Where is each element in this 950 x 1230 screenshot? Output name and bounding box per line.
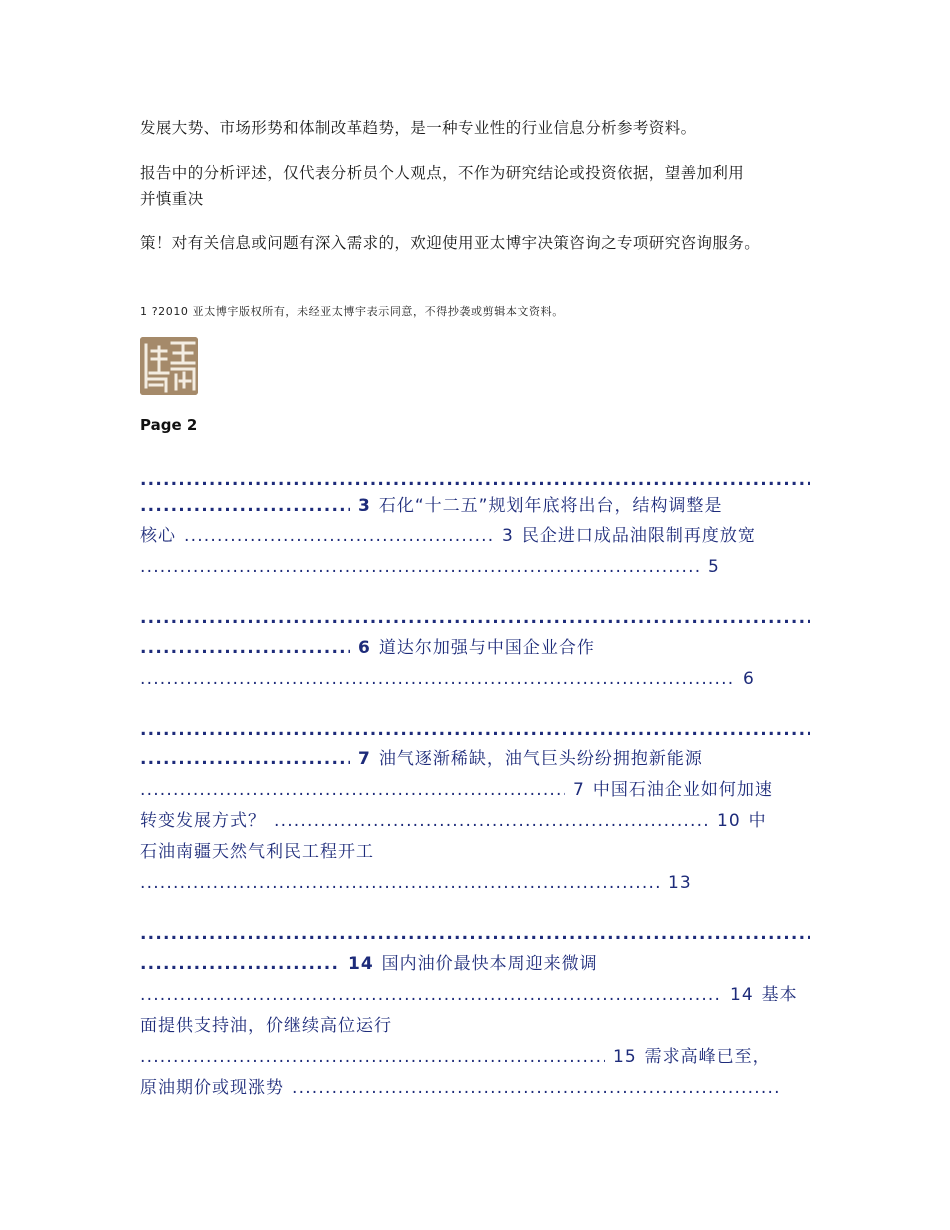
toc-entry-title: 基本 (761, 985, 798, 1005)
toc-entry-title-cont: 原油期价或现涨势 (140, 1078, 284, 1098)
toc-entry-title: 石化“十二五”规划年底将出台，结构调整是 (378, 496, 723, 516)
copyright-note: 1 ?2010 亚太博宇版权所有，未经亚太博宇表示同意，不得抄袭或剪辑本文资料。 (140, 305, 564, 318)
toc-page-number: 7 (358, 749, 371, 769)
intro-line-2a: 报告中的分析评述，仅代表分析员个人观点，不作为研究结论或投资依据，望善加利用 (140, 164, 745, 182)
toc-entry[interactable] (140, 744, 703, 774)
toc-entry-title: 油气逐渐稀缺，油气巨头纷纷拥抱新能源 (378, 749, 703, 769)
toc-entry-title-cont: 面提供支持油，价继续高位运行 (140, 1016, 392, 1036)
toc-entry[interactable] (140, 552, 720, 582)
toc-entry[interactable] (140, 775, 773, 805)
toc-entry[interactable] (140, 664, 755, 694)
intro-line-2b: 并慎重决 (140, 190, 204, 208)
toc-entry-title: 道达尔加强与中国企业合作 (378, 638, 595, 658)
toc-entry-title-cont: 石油南疆天然气利民工程开工 (140, 842, 374, 862)
toc-page-number: 13 (668, 873, 692, 893)
toc-entry-title: 中 (748, 811, 767, 831)
toc-entry[interactable] (140, 521, 756, 551)
toc-entry[interactable] (140, 491, 722, 521)
seal-stamp-icon (140, 337, 198, 395)
toc-entry[interactable] (140, 868, 692, 898)
toc-page-number: 3 (358, 496, 371, 516)
toc-entry-title: 需求高峰已至， (644, 1047, 771, 1067)
toc-entry[interactable] (140, 806, 767, 836)
intro-line-3: 策！对有关信息或问题有深入需求的，欢迎使用亚太博宇决策咨询之专项研究咨询服务。 (140, 234, 761, 252)
toc-dots-row (140, 603, 810, 633)
toc-page-number: 14 (730, 985, 754, 1005)
toc-entry-title-cont: 核心 (140, 526, 176, 546)
toc-entry-title-cont: 转变发展方式？ (140, 811, 266, 831)
intro-line-1: 发展大势、市场形势和体制改革趋势，是一种专业性的行业信息分析参考资料。 (140, 119, 697, 137)
page-label: Page 2 (140, 416, 198, 434)
toc-page-number: 10 (717, 811, 741, 831)
toc-entry-title: 中国石油企业如何加速 (592, 780, 773, 800)
toc-entry[interactable] (140, 633, 595, 663)
toc-entry[interactable] (140, 980, 798, 1010)
toc-page-number: 6 (358, 638, 371, 658)
toc-entry[interactable] (140, 1073, 782, 1103)
toc-dots-row (140, 919, 810, 949)
toc-entry-title: 国内油价最快本周迎来微调 (381, 954, 598, 974)
toc-page-number: 6 (743, 669, 755, 689)
toc-page-number: 3 (502, 526, 514, 546)
toc-entry-title: 民企进口成品油限制再度放宽 (521, 526, 756, 546)
toc-entry[interactable] (140, 949, 598, 979)
toc-entry[interactable] (140, 837, 374, 867)
toc-page-number: 7 (573, 780, 585, 800)
toc-page-number: 14 (348, 954, 374, 974)
toc-entry[interactable] (140, 1011, 392, 1041)
toc-entry[interactable] (140, 1042, 771, 1072)
toc-dots-row (140, 715, 810, 745)
toc-page-number: 5 (708, 557, 720, 577)
toc-page-number: 15 (613, 1047, 637, 1067)
